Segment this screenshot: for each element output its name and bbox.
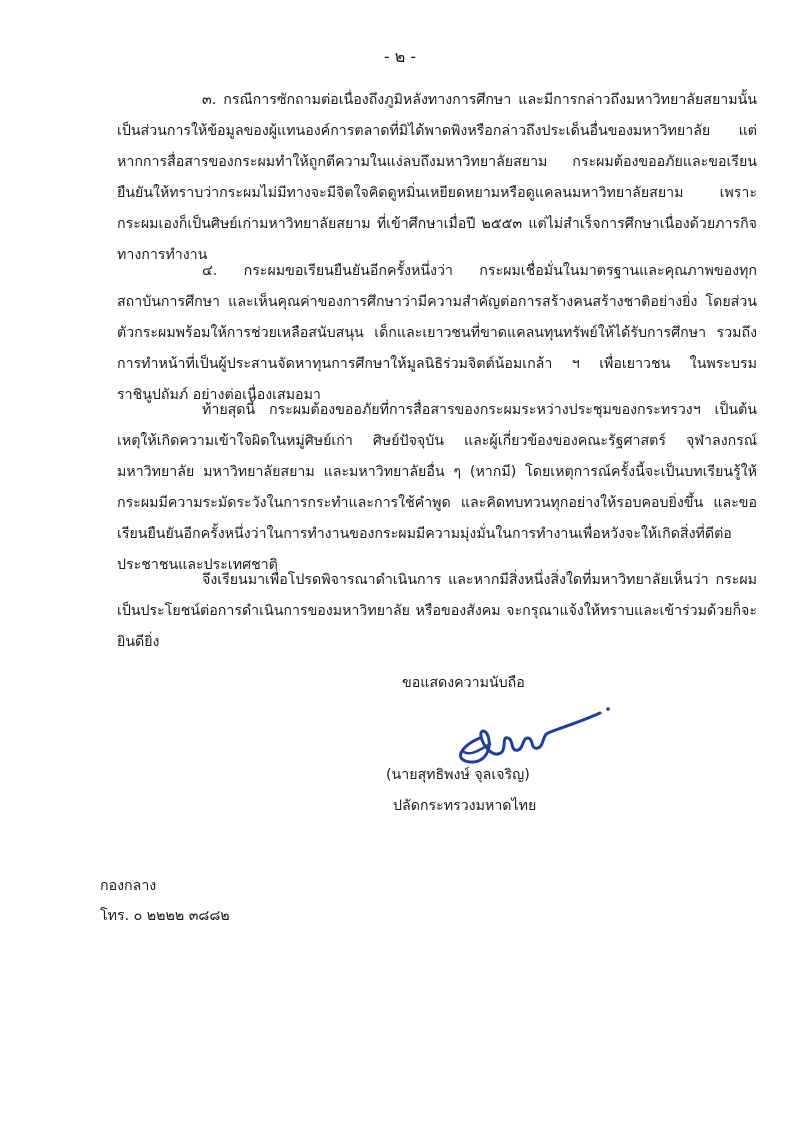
department: กองกลาง	[100, 878, 157, 894]
paragraph-conclusion	[117, 395, 757, 581]
signer-title: ปลัดกระทรวงมหาดไทย	[393, 798, 537, 814]
paragraph-text: ๔. กระผมขอเรียนยืนยันอีกครั้งหนึ่งว่า กระผมเชื่อมั่นในมาตรฐานและคุณภาพของทุกสถาบันการศึกษา และเห็นคุณค่าของการศึกษาว่ามีความสำคัญต่อการสร้างคนสร้างชาติอย่างยิ่ง โดยส่วนตัวกระผมพร้อมให้การช่วยเหลือสนับสนุน เด็กและเยาวชนที่ขาดแคลนทุนทรัพย์ให้ได้รับการศึกษา รวมถึงการทำหน้าที่เป็นผู้ประสานจัดหาทุนการศึกษาให้มูลนิธิร่วมจิตต์น้อมเกล้า ฯ เพื่อเยาวชน ในพระบรมราชินูปถัมภ์ อย่างต่อเนื่องเสมอมา	[117, 263, 757, 403]
paragraph-item-4	[117, 256, 757, 411]
paragraph-text: จึงเรียนมาเพื่อโปรดพิจารณาดำเนินการ และหากมีสิ่งหนึ่งสิ่งใดที่มหาวิทยาลัยเห็นว่า กระผมเป็นประโยชน์ต่อการดำเนินการของมหาวิทยาลัย หรือของสังคม จะกรุณาแจ้งให้ทราบและเข้าร่วมด้วยก็จะยินดียิ่ง	[117, 572, 757, 650]
phone-number: โทร. ๐ ๒๒๒๒ ๓๘๘๒	[100, 908, 230, 924]
page-number: - ๒ -	[383, 47, 417, 66]
paragraph-text: ท้ายสุดนี้ กระผมต้องขออภัยที่การสื่อสารของกระผมระหว่างประชุมของกระทรวงฯ เป็นต้นเหตุให้เกิดความเข้าใจผิดในหมู่ศิษย์เก่า ศิษย์ปัจจุบัน และผู้เกี่ยวข้องของคณะรัฐศาสตร์ จุฬาลงกรณ์มหาวิทยาลัย มหาวิทยาลัยสยาม และมหาวิทยาลัยอื่น ๆ (หากมี) โดยเหตุการณ์ครั้งนี้จะเป็นบทเรียนรู้ให้กระผมมีความระมัดระวังในการกระทำและการใช้คำพูด และคิดทบทวนทุกอย่างให้รอบคอบยิ่งขึ้น และขอเรียนยืนยันอีกครั้งหนึ่งว่าในการทำงานของกระผมมีความมุ่งมั่นในการทำงานเพื่อหวังจะให้เกิดสิ่งที่ดีต่อประชาชนและประเทศชาติ	[117, 402, 757, 573]
closing-salutation: ขอแสดงความนับถือ	[402, 675, 525, 691]
handwritten-signature	[440, 700, 615, 770]
signer-name: (นายสุทธิพงษ์ จุลเจริญ)	[386, 767, 530, 783]
paragraph-item-3	[117, 85, 757, 271]
paragraph-text: ๓. กรณีการซักถามต่อเนื่องถึงภูมิหลังทางการศึกษา และมีการกล่าวถึงมหาวิทยาลัยสยามนั้น เป็นส่วนการให้ข้อมูลของผู้แทนองค์การตลาดที่มิได้พาดพิงหรือกล่าวถึงประเด็นอื่นของมหาวิทยาลัย แต่หากการสื่อสารของกระผมทำให้ถูกตีความในแง่ลบถึงมหาวิทยาลัยสยาม กระผมต้องขออภัยและขอเรียนยืนยันให้ทราบว่ากระผมไม่มีทางจะมีจิตใจคิดดูหมิ่นเหยียดหยามหรือดูแคลนมหาวิทยาลัยสยาม เพราะกระผมเองก็เป็นศิษย์เก่ามหาวิทยาลัยสยาม ที่เข้าศึกษาเมื่อปี ๒๕๕๓ แต่ไม่สำเร็จการศึกษาเนื่องด้วยภารกิจทางการทำงาน	[117, 92, 757, 263]
paragraph-request	[117, 565, 757, 658]
